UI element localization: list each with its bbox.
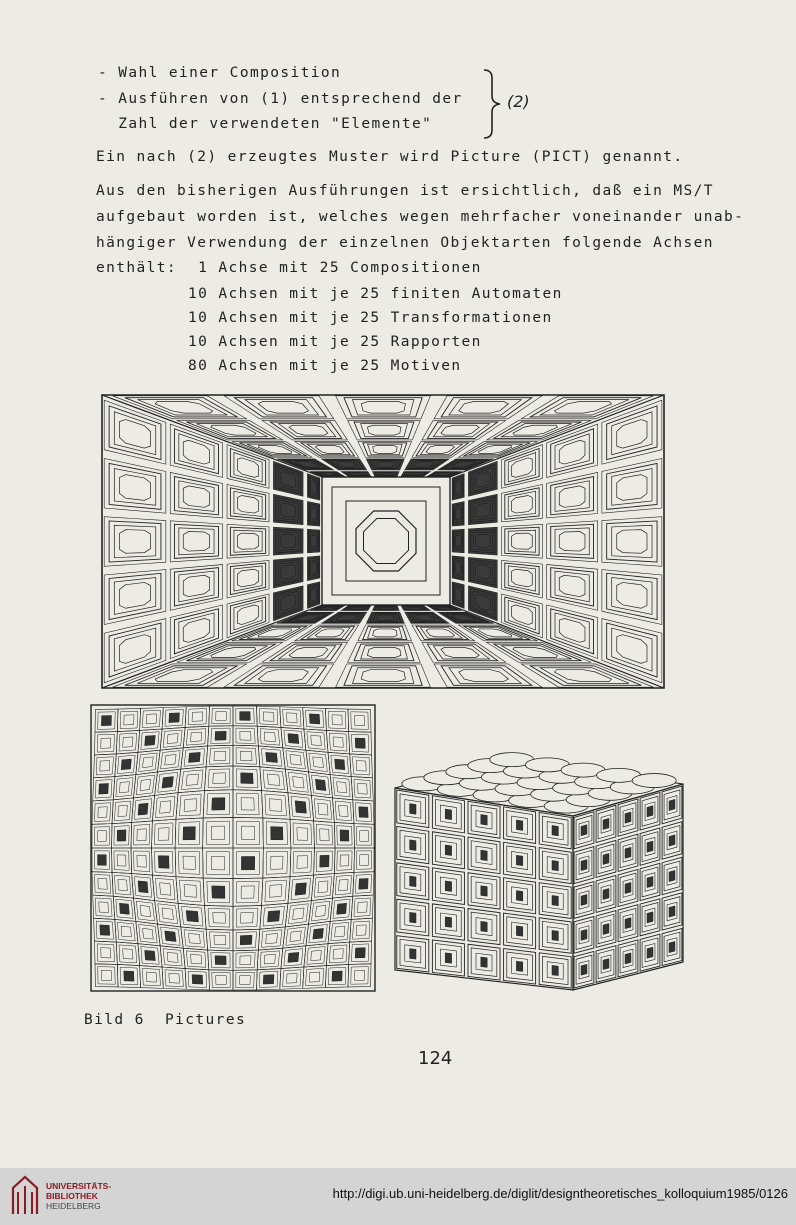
axis-line-1: 1 Achse mit 25 Compositionen <box>188 260 482 276</box>
axis-line-4: 10 Achsen mit je 25 Rapporten <box>188 334 482 350</box>
sentence-pict: Ein nach (2) erzeugtes Muster wird Picture (PICT) genannt. <box>96 149 684 165</box>
paragraph-line-1: Aus den bisherigen Ausführungen ist ersichtlich, daß ein MS/T <box>96 183 714 199</box>
library-line-2: BIBLIOTHEK <box>46 1191 98 1201</box>
page-number: 124 <box>418 1048 453 1069</box>
cube-picture <box>393 744 685 992</box>
university-library-logo-icon <box>10 1174 40 1218</box>
paragraph-line-3: hängiger Verwendung der einzelnen Objektarten folgende Achsen <box>96 235 714 251</box>
paragraph-label: enthält: <box>96 260 178 276</box>
library-line-3: HEIDELBERG <box>46 1201 101 1211</box>
list-item-3: Zahl der verwendeten "Elemente" <box>98 116 433 132</box>
viewer-footer <box>0 1168 796 1225</box>
library-name <box>46 1181 111 1211</box>
figure-caption: Bild 6 Pictures <box>84 1012 247 1028</box>
axis-line-5: 80 Achsen mit je 25 Motiven <box>188 358 462 374</box>
paragraph-line-2: aufgebaut worden ist, welches wegen mehrfacher voneinander unab- <box>96 209 745 225</box>
curly-brace <box>480 68 504 140</box>
library-line-1: UNIVERSITÄTS- <box>46 1181 112 1191</box>
source-url-link[interactable]: http://digi.ub.uni-heidelberg.de/diglit/designtheoretisches_kolloquium1985/0126 <box>332 1186 788 1201</box>
axis-line-3: 10 Achsen mit je 25 Transformationen <box>188 310 553 326</box>
list-item-2: - Ausführen von (1) entsprechend der <box>98 91 463 107</box>
brace-label: (2) <box>507 92 530 111</box>
warped-grid-picture <box>90 704 376 992</box>
list-item-1: - Wahl einer Composition <box>98 65 342 81</box>
axis-line-2: 10 Achsen mit je 25 finiten Automaten <box>188 286 563 302</box>
corridor-picture <box>100 393 666 690</box>
